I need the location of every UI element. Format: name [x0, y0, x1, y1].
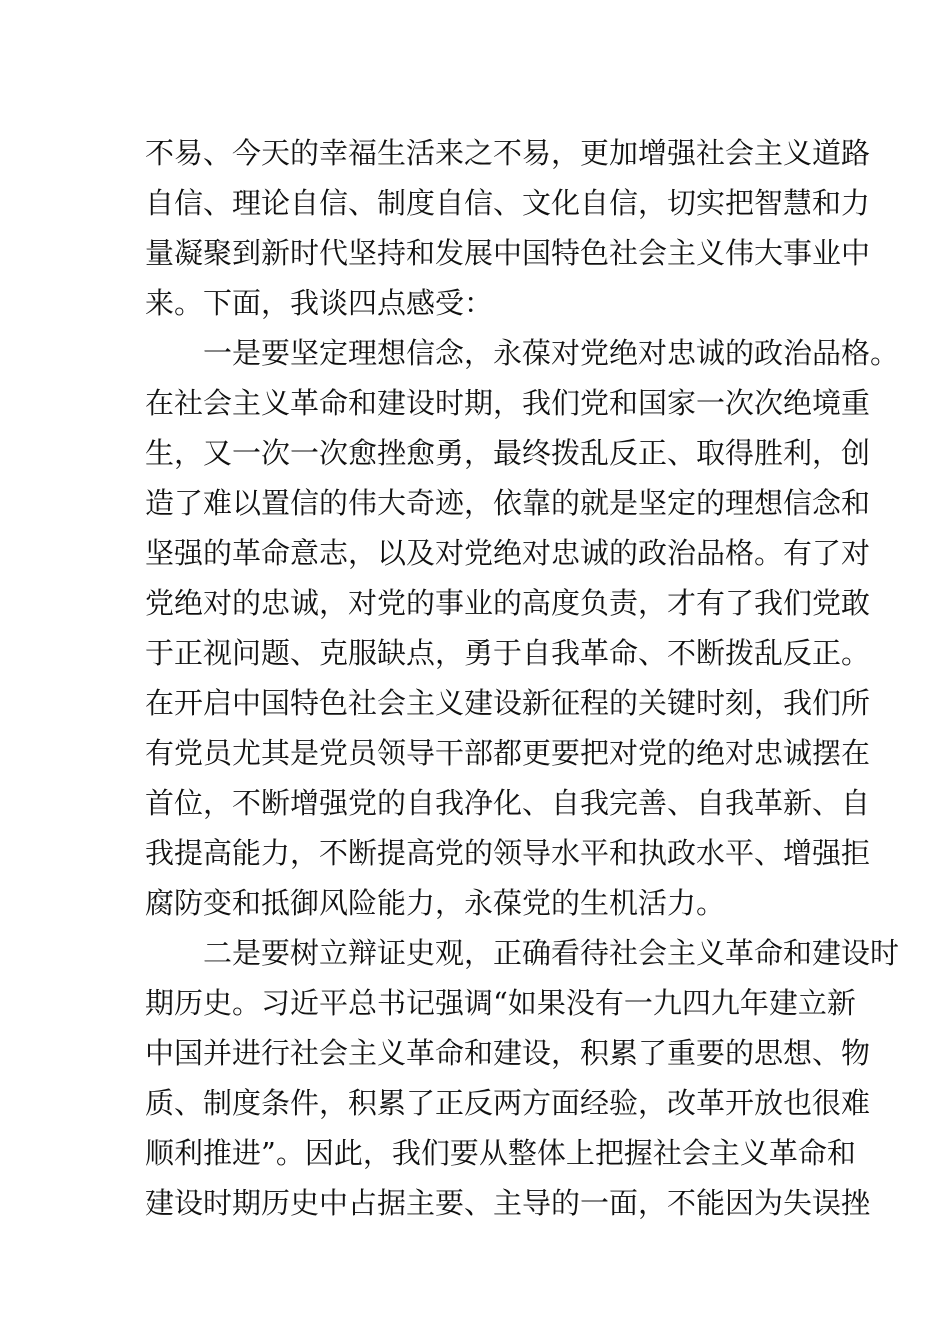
text-line: 首位，不断增强党的自我净化、自我完善、自我革新、自 — [145, 786, 871, 820]
text-line: 二是要树立辩证史观，正确看待社会主义革命和建设时 — [145, 936, 900, 970]
paragraph-3 — [145, 928, 900, 1228]
text-line: 生，又一次一次愈挫愈勇，最终拨乱反正、取得胜利，创 — [145, 436, 871, 470]
text-line: 顺利推进”。因此，我们要从整体上把握社会主义革命和 — [145, 1136, 856, 1170]
paragraph-2 — [145, 328, 900, 928]
text-line: 造了难以置信的伟大奇迹，依靠的就是坚定的理想信念和 — [145, 486, 871, 520]
text-line: 于正视问题、克服缺点，勇于自我革命、不断拨乱反正。 — [145, 636, 871, 670]
text-line: 坚强的革命意志，以及对党绝对忠诚的政治品格。有了对 — [145, 536, 871, 570]
text-line: 在社会主义革命和建设时期，我们党和国家一次次绝境重 — [145, 386, 871, 420]
text-line: 党绝对的忠诚，对党的事业的高度负责，才有了我们党敢 — [145, 586, 871, 620]
paragraph-1 — [145, 128, 871, 328]
text-line: 在开启中国特色社会主义建设新征程的关键时刻，我们所 — [145, 686, 871, 720]
text-line: 期历史。习近平总书记强调“如果没有一九四九年建立新 — [145, 986, 856, 1020]
text-line: 量凝聚到新时代坚持和发展中国特色社会主义伟大事业中 — [145, 236, 871, 270]
text-line: 我提高能力，不断提高党的领导水平和执政水平、增强拒 — [145, 836, 871, 870]
text-line: 有党员尤其是党员领导干部都更要把对党的绝对忠诚摆在 — [145, 736, 871, 770]
text-line: 来。下面，我谈四点感受： — [145, 286, 494, 320]
body-text — [145, 128, 900, 1228]
text-line: 建设时期历史中占据主要、主导的一面，不能因为失误挫 — [145, 1186, 871, 1220]
text-line: 中国并进行社会主义革命和建设，积累了重要的思想、物 — [145, 1036, 871, 1070]
text-line: 自信、理论自信、制度自信、文化自信，切实把智慧和力 — [145, 186, 871, 220]
text-line: 一是要坚定理想信念，永葆对党绝对忠诚的政治品格。 — [145, 336, 900, 370]
text-line: 不易、今天的幸福生活来之不易，更加增强社会主义道路 — [145, 136, 871, 170]
text-line: 质、制度条件，积累了正反两方面经验，改革开放也很难 — [145, 1086, 871, 1120]
text-line: 腐防变和抵御风险能力，永葆党的生机活力。 — [145, 886, 726, 920]
